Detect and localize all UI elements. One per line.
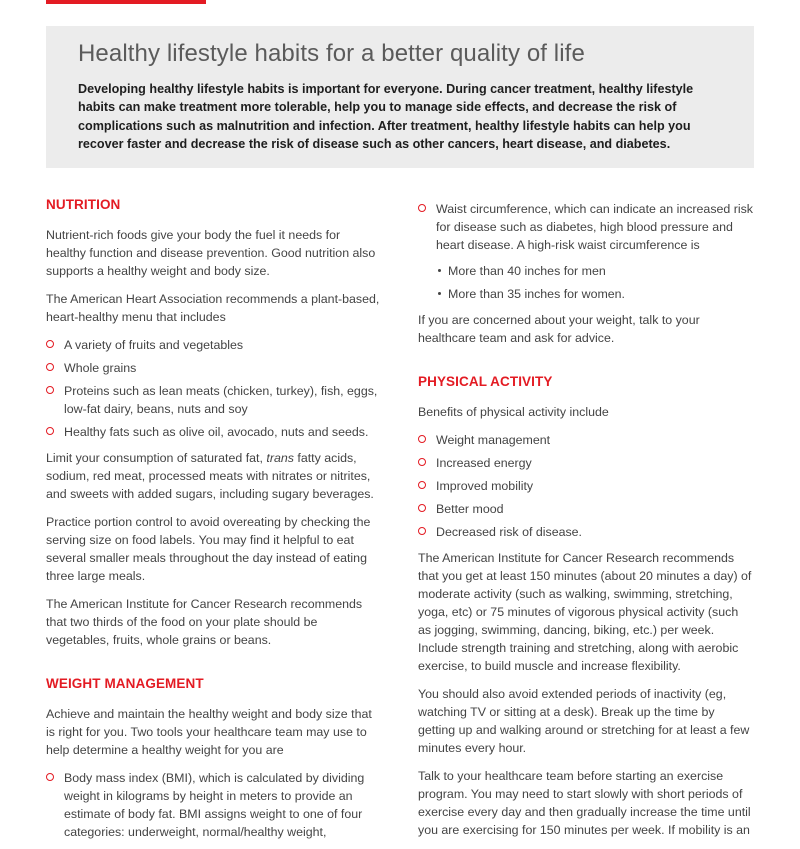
- nutrition-paragraph-3: Limit your consumption of saturated fat, trans fatty acids, sodium, red meat, processed meats with nitrates or nitrites, and sweets with added sugars, including sugary beverages.: [46, 451, 374, 501]
- activity-paragraph-1: Benefits of physical activity include: [418, 405, 609, 419]
- nutrition-paragraph-4: Practice portion control to avoid overeating by checking the serving size on food labels. You may find it helpful to eat several smaller meals throughout the day instead of eating three large meals.: [46, 515, 371, 583]
- page-title: Healthy lifestyle habits for a better quality of life: [78, 40, 585, 67]
- list-item: A variety of fruits and vegetables: [46, 336, 382, 354]
- intro-paragraph: Developing healthy lifestyle habits is important for everyone. During cancer treatment, healthy lifestyle habits can make treatment more tolerable, help you to manage side effects, and decrease the risk of complications such as malnutrition and infection. After treatment, healthy lifestyle habits can help you recover faster and decrease the risk of disease such as other cancers, heart disease, and diabetes.: [78, 82, 694, 151]
- activity-paragraph-4: Talk to your healthcare team before starting an exercise program. You may need to start slowly with short periods of exercise every day and then gradually increase the time until you are exercising for 150 minutes per week. If mobility is an: [418, 769, 751, 837]
- left-column: [46, 196, 382, 849]
- nutrition-paragraph-1: Nutrient-rich foods give your body the fuel it needs for healthy function and disease prevention. Good nutrition also supports a healthy weight and body size.: [46, 228, 376, 278]
- list-item: Whole grains: [46, 359, 382, 377]
- activity-paragraph-2: The American Institute for Cancer Research recommends that you get at least 150 minutes (about 20 minutes a day) of moderate activity (such as walking, swimming, stretching, yoga, etc) or 75 minutes of vigorous physical activity (such as jogging, swimming, dancing, biking, etc.) per week. Include strength training and stretching, along with aerobic exercise, to build muscle and increase flexibility.: [418, 551, 752, 673]
- weight-tools-list: [46, 769, 382, 841]
- activity-benefits-list: [418, 431, 754, 541]
- weight-tools-list-continued: [418, 200, 754, 303]
- weight-paragraph-1: Achieve and maintain the healthy weight and body size that is right for you. Two tools your healthcare team may use to help determine a healthy weight for you are: [46, 707, 372, 757]
- list-item: Improved mobility: [418, 477, 754, 495]
- list-item: Increased energy: [418, 454, 754, 472]
- list-item: Better mood: [418, 500, 754, 518]
- nutrition-paragraph-5: The American Institute for Cancer Research recommends that two thirds of the food on your plate should be vegetables, fruits, whole grains or beans.: [46, 597, 363, 647]
- list-item: More than 35 inches for women.: [436, 285, 754, 303]
- list-item: More than 40 inches for men: [436, 262, 754, 280]
- list-item: Waist circumference, which can indicate an increased risk for disease such as diabetes, high blood pressure and heart disease. A high-risk waist circumference is More than 40 inches for men More than 35 inches for women.: [418, 200, 754, 303]
- right-column: [418, 200, 754, 849]
- waist-risk-list: [436, 262, 754, 303]
- list-item: Healthy fats such as olive oil, avocado, nuts and seeds.: [46, 423, 382, 441]
- weight-paragraph-2: If you are concerned about your weight, talk to your healthcare team and ask for advice.: [418, 313, 700, 345]
- list-item: Weight management: [418, 431, 754, 449]
- nutrition-list: [46, 336, 382, 441]
- nutrition-paragraph-2: The American Heart Association recommends a plant-based, heart-healthy menu that includes: [46, 292, 380, 324]
- list-item: Body mass index (BMI), which is calculated by dividing weight in kilograms by height in meters to provide an estimate of body fat. BMI assigns weight to one of four categories: underweight, normal/healthy weight,: [46, 769, 382, 841]
- list-item: Decreased risk of disease.: [418, 523, 754, 541]
- section-heading-nutrition: NUTRITION: [46, 197, 121, 212]
- top-accent-bar: [46, 0, 206, 4]
- trans-emphasis: trans: [266, 451, 294, 465]
- section-heading-weight: WEIGHT MANAGEMENT: [46, 676, 204, 691]
- activity-paragraph-3: You should also avoid extended periods of inactivity (eg, watching TV or sitting at a desk). Break up the time by getting up and walking around or stretching for at least a few minutes every hour.: [418, 687, 750, 755]
- section-heading-activity: PHYSICAL ACTIVITY: [418, 374, 553, 389]
- list-item: Proteins such as lean meats (chicken, turkey), fish, eggs, low-fat dairy, beans, nuts and soy: [46, 382, 382, 418]
- intro-banner: [46, 26, 754, 168]
